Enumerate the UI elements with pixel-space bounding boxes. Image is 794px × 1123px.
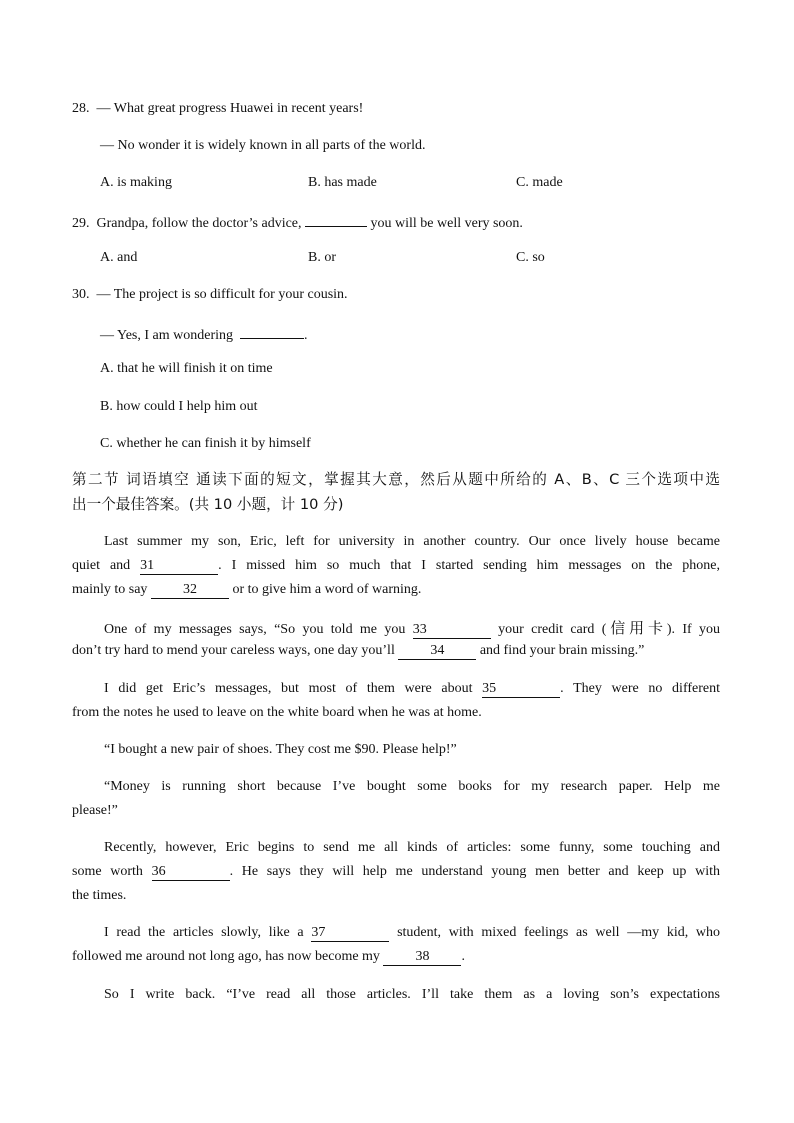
passage-text: some worth	[72, 864, 143, 879]
blank-32: 32	[151, 582, 229, 599]
section-heading-line1: 第二节 词语填空 通读下面的短文，掌握其大意，然后从题中所给的 A、B、C 三个选项中选	[72, 471, 720, 488]
question-text: — Yes, I am wondering	[100, 328, 233, 343]
question-text: Grandpa, follow the doctor’s advice,	[96, 216, 302, 231]
passage-p1-line1: Last summer my son, Eric, left for university in another country. Our once lively house became	[104, 534, 720, 549]
question-30-stem	[72, 285, 348, 305]
passage-text: I did get Eric’s messages, but most of them were about	[104, 681, 473, 696]
question-text: — The project is so difficult for your cousin.	[96, 287, 348, 302]
passage-text: quiet and	[72, 558, 131, 573]
passage-p6-line2	[72, 862, 720, 882]
option-a: A. and	[100, 250, 138, 265]
answer-blank	[240, 322, 304, 339]
blank-36: 36	[152, 864, 230, 881]
blank-38: 38	[383, 949, 461, 966]
passage-text: don’t try hard to mend your careless ways, one day you’ll	[72, 643, 395, 658]
blank-31: 31	[140, 558, 218, 575]
passage-text: .	[461, 949, 465, 964]
passage-text: . He says they will help me understand young men better and keep up with	[229, 864, 720, 879]
section-heading-line2: 出一个最佳答案。(共 10 小题，计 10 分)	[72, 496, 344, 513]
option-a: A. that he will finish it on time	[100, 361, 273, 376]
question-30-response	[100, 322, 308, 346]
question-text: .	[304, 328, 308, 343]
passage-text: or to give him a word of warning.	[232, 582, 422, 597]
question-number: 30.	[72, 287, 90, 302]
question-text: you will be well very soon.	[370, 216, 523, 231]
passage-text: followed me around not long ago, has now become my	[72, 949, 380, 964]
option-c: C. whether he can finish it by himself	[100, 436, 311, 451]
option-a: A. is making	[100, 175, 172, 190]
option-b: B. how could I help him out	[100, 399, 258, 414]
passage-p7-line2	[72, 947, 465, 967]
passage-text: I read the articles slowly, like a	[104, 925, 304, 940]
passage-p6-line1: Recently, however, Eric begins to send me all kinds of articles: some funny, some touching and	[104, 840, 720, 855]
passage-p3-line1	[104, 679, 720, 699]
answer-blank	[305, 210, 367, 227]
question-29-stem	[72, 210, 523, 234]
passage-p5-line2: please!”	[72, 803, 118, 818]
option-b: B. or	[308, 250, 336, 265]
passage-p2-line1	[104, 618, 720, 640]
passage-text: . I missed him so much that I started sending him messages on the phone,	[218, 558, 720, 573]
passage-text: One of my messages says, “So you told me you	[104, 622, 406, 637]
passage-p1-line3	[72, 580, 421, 600]
passage-text: ). If you	[666, 622, 720, 637]
question-text: — What great progress Huawei in recent years!	[96, 101, 364, 116]
passage-p8-line1: So I write back. “I’ve read all those articles. I’ll take them as a loving son’s expectations	[104, 987, 720, 1002]
passage-p6-line3: the times.	[72, 888, 127, 903]
passage-text: your credit card (	[498, 622, 607, 637]
passage-p3-line2: from the notes he used to leave on the white board when he was at home.	[72, 705, 482, 720]
blank-34: 34	[398, 643, 476, 660]
option-c: C. made	[516, 175, 563, 190]
question-28-response: — No wonder it is widely known in all parts of the world.	[100, 138, 426, 153]
passage-text: 信用卡	[606, 619, 667, 637]
passage-text: . They were no different	[560, 681, 720, 696]
passage-text: mainly to say	[72, 582, 148, 597]
question-28-stem	[72, 99, 363, 119]
passage-p4: “I bought a new pair of shoes. They cost me $90. Please help!”	[104, 742, 457, 757]
blank-33: 33	[413, 622, 491, 639]
question-number: 29.	[72, 216, 90, 231]
option-c: C. so	[516, 250, 545, 265]
question-number: 28.	[72, 101, 90, 116]
passage-p5-line1: “Money is running short because I’ve bought some books for my research paper. Help me	[104, 779, 720, 794]
passage-p7-line1	[104, 923, 720, 943]
passage-text: and find your brain missing.”	[479, 643, 645, 658]
passage-p1-line2	[72, 556, 720, 576]
passage-text: student, with mixed feelings as well —my kid, who	[397, 925, 721, 940]
blank-35: 35	[482, 681, 560, 698]
passage-p2-line2	[72, 641, 644, 661]
blank-37: 37	[311, 925, 389, 942]
option-b: B. has made	[308, 175, 377, 190]
